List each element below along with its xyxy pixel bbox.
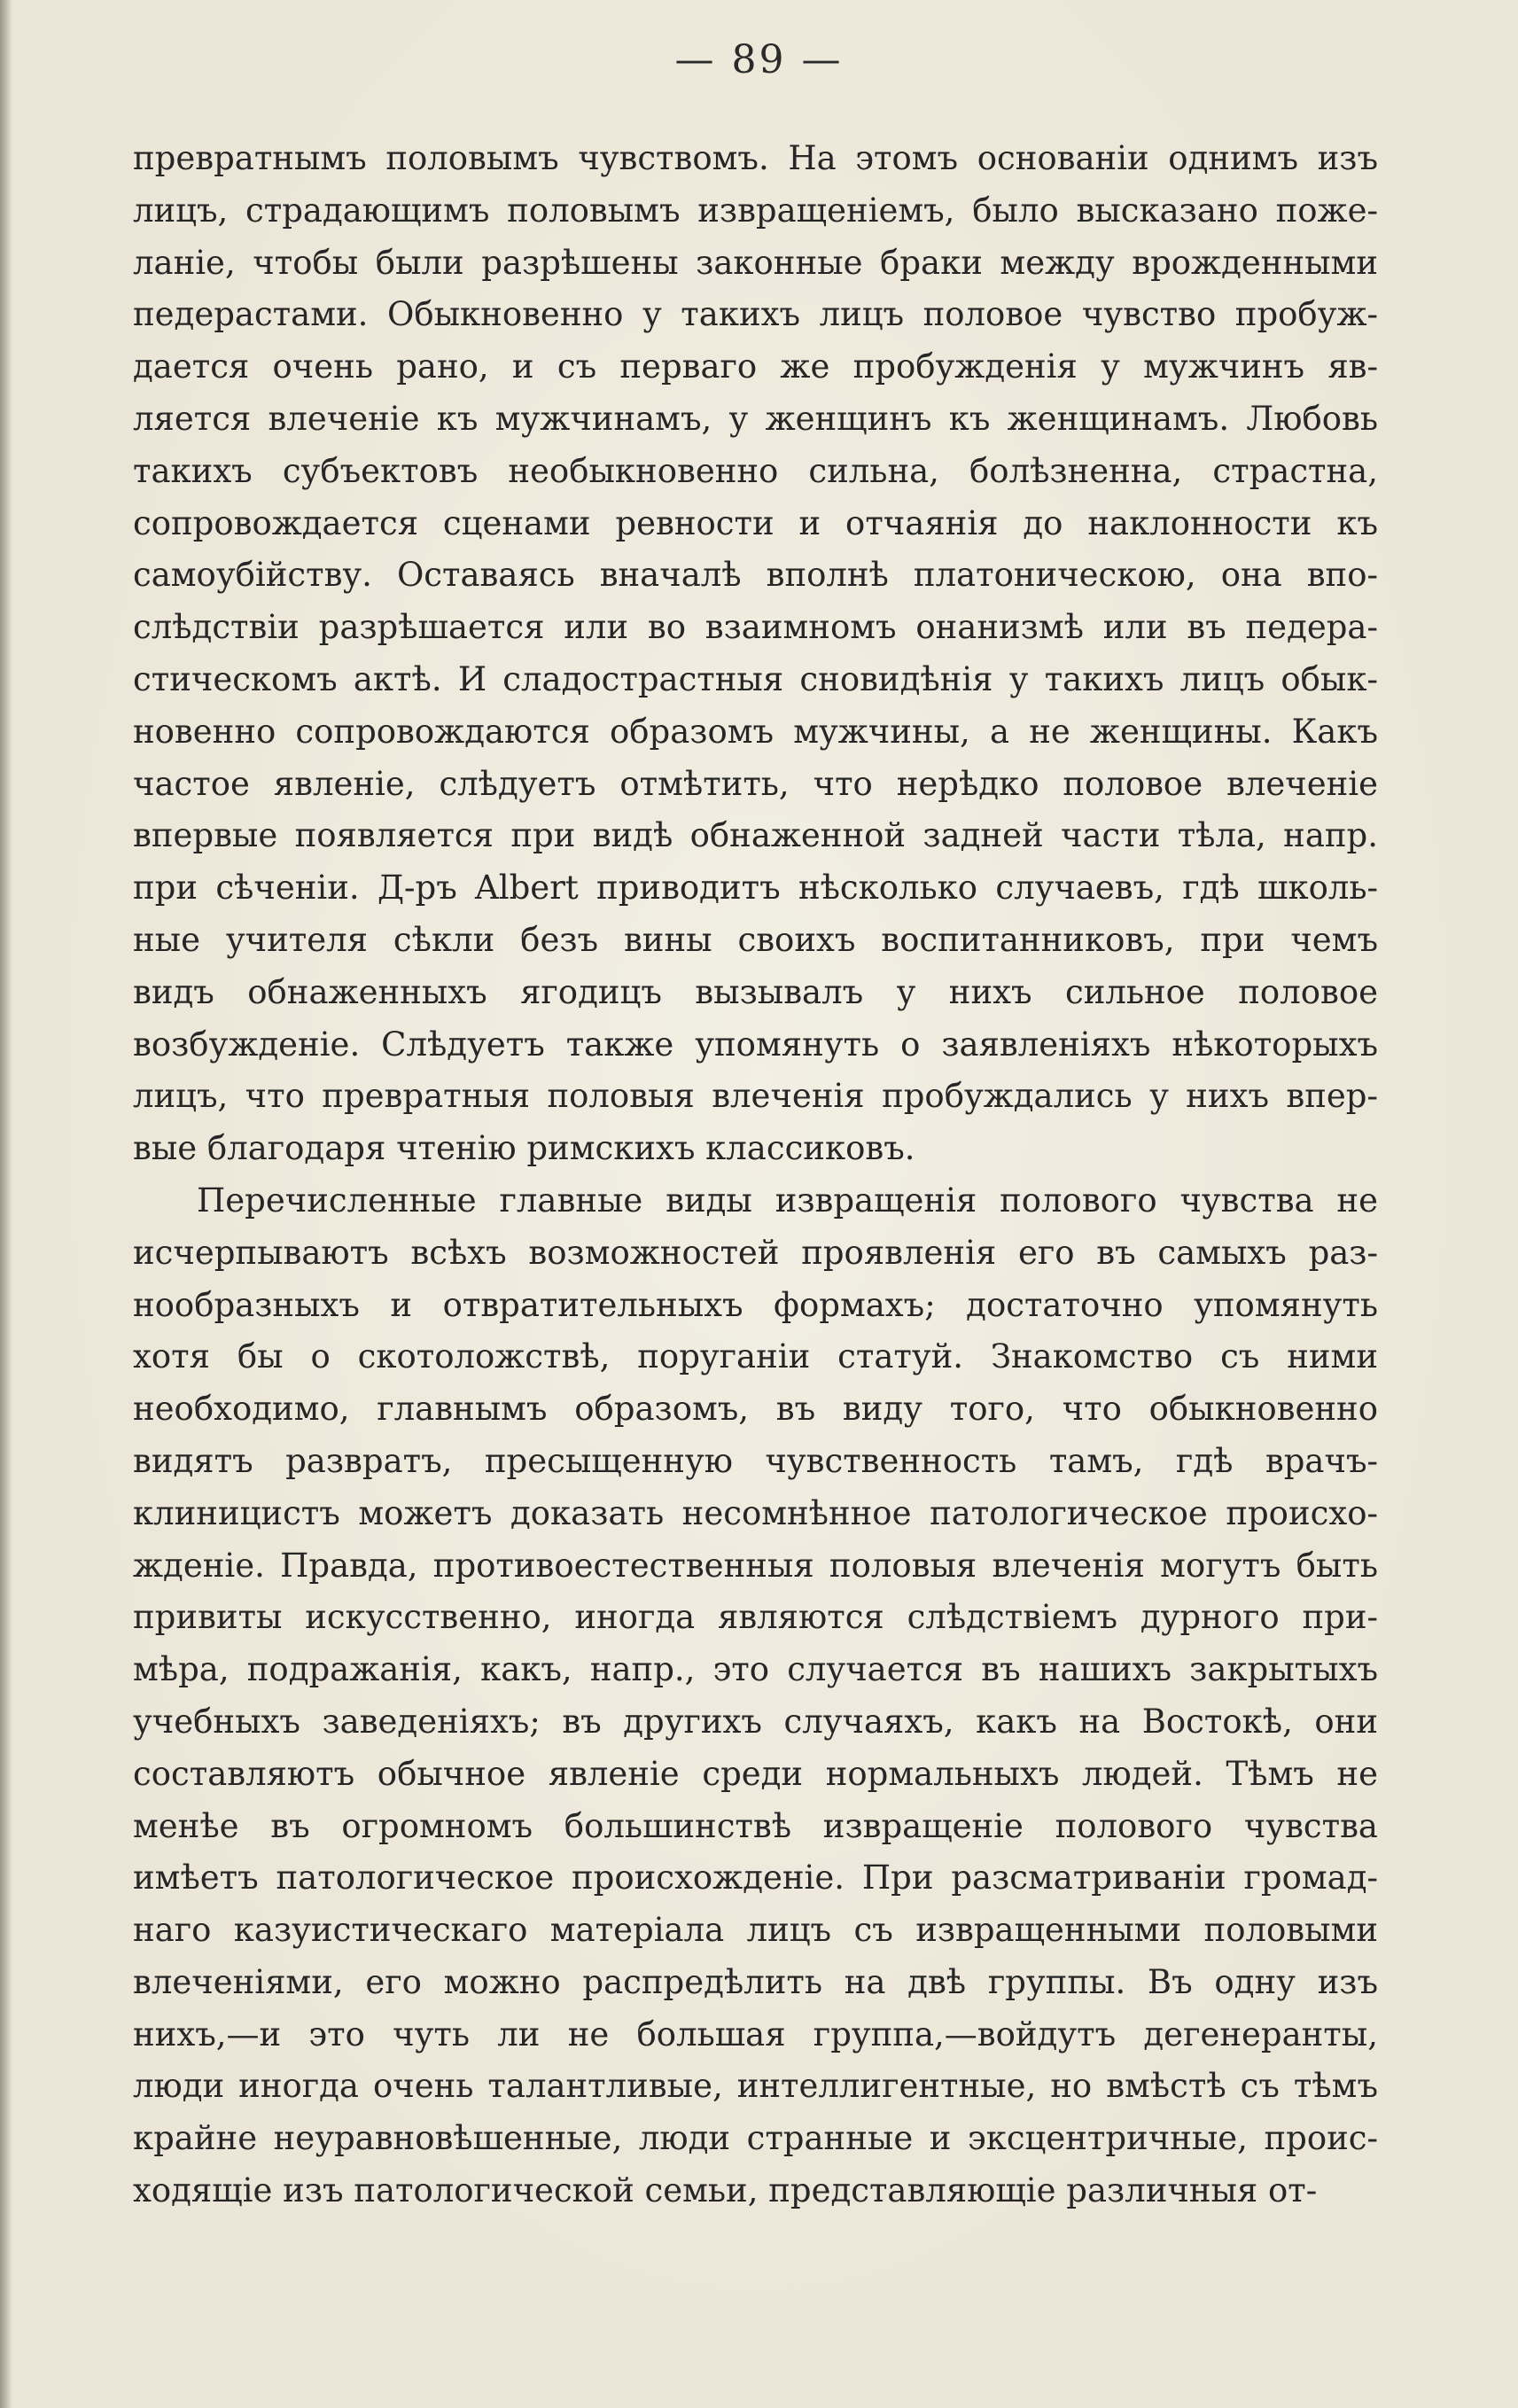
- text-line: возбужденіе. Слѣдуетъ также упомянуть о заявленіяхъ нѣкоторыхъ: [133, 1025, 1378, 1064]
- text-line: вые благодаря чтенію римскихъ классиковъ.: [133, 1129, 915, 1168]
- text-line: ляется влеченіе къ мужчинамъ, у женщинъ къ женщинамъ. Любовь: [133, 399, 1378, 438]
- text-line: видъ обнаженныхъ ягодицъ вызывалъ у нихъ сильное половое: [133, 972, 1378, 1011]
- text-line: жденіе. Правда, противоестественныя половыя влеченія могутъ быть: [133, 1546, 1378, 1585]
- text-line: клиницистъ можетъ доказать несомнѣнное патологическое происхо-: [133, 1493, 1378, 1532]
- text-line: самоубійству. Оставаясь вначалѣ вполнѣ платоническою, она впо-: [133, 556, 1378, 595]
- text-line: видятъ развратъ, пресыщенную чувственность тамъ, гдѣ врачъ-: [133, 1441, 1378, 1480]
- text-line: менѣе въ огромномъ большинствѣ извращеніе полового чувства: [133, 1806, 1378, 1845]
- text-line: учебныхъ заведеніяхъ; въ другихъ случаяхъ, какъ на Востокѣ, они: [133, 1702, 1378, 1741]
- text-line: такихъ субъектовъ необыкновенно сильна, болѣзненна, страстна,: [133, 451, 1378, 490]
- text-line: нообразныхъ и отвратительныхъ формахъ; достаточно упомянуть: [133, 1285, 1378, 1324]
- text-line: лицъ, что превратныя половыя влеченія пробуждались у нихъ впер-: [133, 1077, 1378, 1116]
- page-number: — 89 —: [674, 37, 844, 82]
- text-line: новенно сопровождаются образомъ мужчины, а не женщины. Какъ: [133, 712, 1378, 751]
- text-line: ные учителя сѣкли безъ вины своихъ воспитанниковъ, при чемъ: [133, 920, 1378, 959]
- text-line: стическомъ актѣ. И сладострастныя сновидѣнія у такихъ лицъ обык-: [133, 659, 1378, 698]
- text-line: привиты искусственно, иногда являются слѣдствіемъ дурного при-: [133, 1598, 1378, 1637]
- page-edge-shadow: [0, 0, 12, 2408]
- text-line: составляютъ обычное явленіе среди нормальныхъ людей. Тѣмъ не: [133, 1754, 1378, 1793]
- text-line: педерастами. Обыкновенно у такихъ лицъ половое чувство пробуж-: [133, 295, 1378, 334]
- text-line: сопровождается сценами ревности и отчаянія до наклонности къ: [133, 503, 1378, 542]
- text-line: ланіе, чтобы были разрѣшены законные браки между врожденными: [133, 243, 1378, 282]
- text-line: впервые появляется при видѣ обнаженной задней части тѣла, напр.: [133, 816, 1378, 855]
- body-text: [133, 133, 1378, 2217]
- text-line: нихъ,—и это чуть ли не большая группа,—войдутъ дегенеранты,: [133, 2014, 1378, 2053]
- text-line: лицъ, страдающимъ половымъ извращеніемъ, было высказано поже-: [133, 191, 1378, 230]
- paragraph: [133, 1175, 1378, 2217]
- text-line: частое явленіе, слѣдуетъ отмѣтить, что нерѣдко половое влеченіе: [133, 764, 1378, 803]
- text-line: Перечисленные главные виды извращенія полового чувства не: [197, 1181, 1378, 1220]
- text-line: имѣетъ патологическое происхожденіе. При разсматриваніи громад-: [133, 1859, 1378, 1898]
- text-line: дается очень рано, и съ перваго же пробужденія у мужчинъ яв-: [133, 347, 1378, 386]
- text-line: мѣра, подражанія, какъ, напр., это случается въ нашихъ закрытыхъ: [133, 1650, 1378, 1689]
- text-line: необходимо, главнымъ образомъ, въ виду того, что обыкновенно: [133, 1390, 1378, 1429]
- text-line: при сѣченіи. Д-ръ Albert приводитъ нѣсколько случаевъ, гдѣ школь-: [133, 869, 1378, 908]
- text-line: хотя бы о скотоложствѣ, поруганіи статуй. Знакомство съ ними: [133, 1337, 1378, 1376]
- text-line: исчерпываютъ всѣхъ возможностей проявленія его въ самыхъ раз-: [133, 1233, 1378, 1272]
- text-line: наго казуистическаго матеріала лицъ съ извращенными половыми: [133, 1911, 1378, 1950]
- text-line: ходящіе изъ патологической семьи, представляющіе различныя от-: [133, 2171, 1318, 2210]
- text-line: крайне неуравновѣшенные, люди странные и эксцентричные, проис-: [133, 2119, 1378, 2158]
- text-line: превратнымъ половымъ чувствомъ. На этомъ основаніи однимъ изъ: [133, 139, 1378, 177]
- text-line: люди иногда очень талантливые, интеллигентные, но вмѣстѣ съ тѣмъ: [133, 2067, 1378, 2106]
- text-line: слѣдствіи разрѣшается или во взаимномъ онанизмѣ или въ педера-: [133, 608, 1378, 647]
- text-line: влеченіями, его можно распредѣлить на двѣ группы. Въ одну изъ: [133, 1962, 1378, 2001]
- paragraph: [133, 133, 1378, 1175]
